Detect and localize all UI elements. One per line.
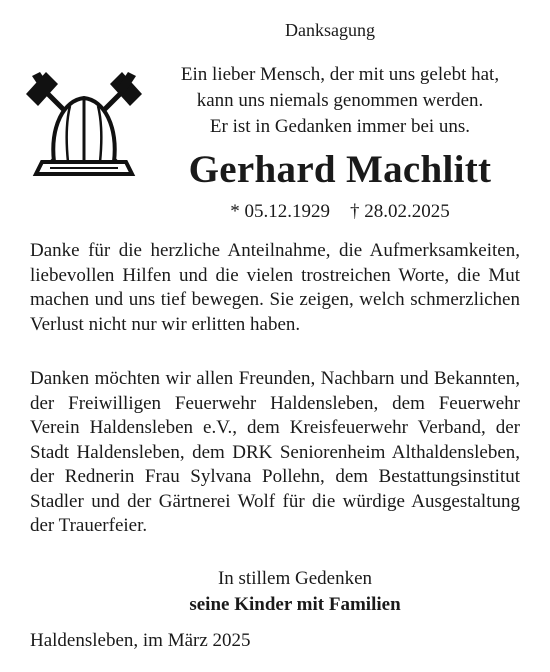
- place-date-footer: Haldensleben, im März 2025: [30, 630, 251, 651]
- firefighter-helmet-crossed-axes-icon: [20, 66, 148, 194]
- memorial-quote: [150, 62, 530, 140]
- deceased-name: Gerhard Machlitt: [188, 148, 492, 191]
- thanks-paragraph-1: Danke für die herzliche Anteilnahme, die Aufmerksamkeiten, liebevollen Hilfen und die vielen trostreichen Worte, die Mut machen und uns tief bewegen. Sie zeigen, welch schmerzlichen Verlust nicht nur wir erlitten haben.: [30, 240, 520, 335]
- closing-block: [0, 566, 550, 618]
- closing-line: In stillem Gedenken: [217, 568, 373, 589]
- quote-line: Ein lieber Mensch, der mit uns gelebt hat,: [180, 64, 500, 85]
- heading: Danksagung: [285, 20, 375, 40]
- death-date: † 28.02.2025: [350, 201, 450, 222]
- life-dates: [150, 201, 530, 223]
- quote-line: kann uns niemals genommen werden.: [196, 90, 484, 111]
- thanks-paragraph-2: Danken möchten wir allen Freunden, Nachbarn und Bekannten, der Freiwilligen Feuerwehr Haldensleben, dem Feuerwehr Verein Haldensleben e.V., dem Kreisfeuerwehr Verband, der Stadt Haldensleben, dem DRK Seniorenheim Althaldensleben, der Rednerin Frau Sylvana Pollehn, dem Bestattungsinstitut Stadler und der Gärtnerei Wolf für die würdige Ausgestaltung der Trauerfeier.: [30, 368, 520, 536]
- signature-line: seine Kinder mit Familien: [189, 594, 401, 615]
- birth-date: * 05.12.1929: [230, 201, 330, 222]
- quote-line: Er ist in Gedanken immer bei uns.: [209, 116, 471, 137]
